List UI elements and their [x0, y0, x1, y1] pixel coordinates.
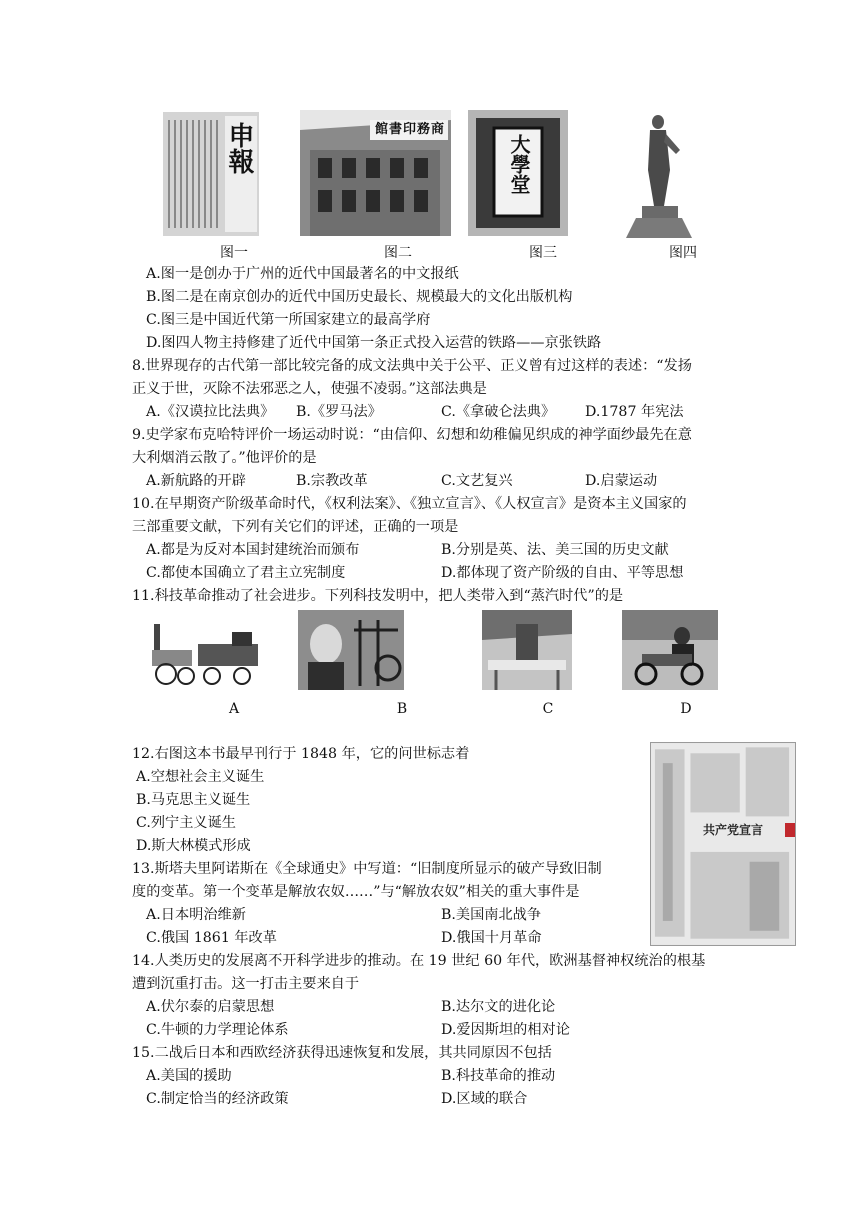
- watt-engine-illustration: [298, 610, 404, 690]
- q13-option-d: D.俄国十月革命: [441, 930, 542, 946]
- telephone-illustration: [482, 610, 572, 690]
- q9-option-a: A.新航路的开辟: [146, 473, 246, 489]
- q15-option-b: B.科技革命的推动: [441, 1068, 556, 1084]
- q13-option-a: A.日本明治维新: [146, 907, 246, 923]
- q10-option-a: A.都是为反对本国封建统治而颁布: [146, 542, 360, 558]
- q7-option-d: D.图四人物主持修建了近代中国第一条正式投入运营的铁路——京张铁路: [146, 335, 602, 351]
- q11-image-b-watt-engine: [298, 610, 404, 690]
- q8-question-line-2: 正义于世，灭除不法邪恶之人，使强不凌弱。”这部法典是: [132, 381, 487, 397]
- q11-image-c-telephone: [482, 610, 572, 690]
- plaque-text: 大學堂: [507, 134, 531, 194]
- q14-option-c: C.牛顿的力学理论体系: [146, 1022, 289, 1038]
- figure-3-caption: 图三: [529, 245, 557, 261]
- q10-option-c: C.都使本国确立了君主立宪制度: [146, 565, 346, 581]
- building-sign-text: 商務印書館: [374, 122, 445, 137]
- book-cover-title: 共产党宣言: [703, 823, 764, 837]
- q10-question-line-2: 三部重要文献，下列有关它们的评述，正确的一项是: [132, 519, 459, 535]
- q14-option-b: B.达尔文的进化论: [441, 999, 556, 1015]
- q10-option-d: D.都体现了资产阶级的自由、平等思想: [441, 565, 684, 581]
- q15-option-c: C.制定恰当的经济政策: [146, 1091, 289, 1107]
- book-cover-illustration: [651, 743, 795, 945]
- figure-1-newspaper-image: [163, 112, 259, 236]
- statue-illustration: [620, 110, 698, 238]
- q15-question-line-1: 15.二战后日本和西欧经济获得迅速恢复和发展，其共同原因不包括: [132, 1045, 552, 1061]
- figure-1-caption: 图一: [220, 245, 248, 261]
- q13-question-line-1: 13.斯塔夫里阿诺斯在《全球通史》中写道：“旧制度所显示的破产导致旧制: [132, 861, 602, 877]
- q13-option-b: B.美国南北战争: [441, 907, 542, 923]
- q10-question-line-1: 10.在早期资产阶级革命时代，《权利法案》、《独立宣言》、《人权宣言》是资本主义国家的: [132, 496, 687, 512]
- q12-book-cover-image: [650, 742, 796, 946]
- q11-caption-a: A: [228, 701, 240, 717]
- q12-option-a: A.空想社会主义诞生: [136, 769, 265, 785]
- q12-option-c: C.列宁主义诞生: [136, 815, 236, 831]
- q14-question-line-2: 遭到沉重打击。这一打击主要来自于: [132, 976, 360, 992]
- q11-caption-c: C: [542, 701, 554, 717]
- q15-option-a: A.美国的援助: [146, 1068, 232, 1084]
- figure-3-plaque-image: [468, 110, 568, 236]
- figure-4-caption: 图四: [669, 245, 697, 261]
- q8-option-d: D.1787 年宪法: [585, 404, 684, 420]
- q7-option-b: B.图二是在南京创办的近代中国历史最长、规模最大的文化出版机构: [146, 289, 573, 305]
- q13-option-c: C.俄国 1861 年改革: [146, 930, 277, 946]
- q8-option-c: C.《拿破仑法典》: [441, 404, 556, 420]
- figure-2-building-image: [300, 110, 451, 236]
- q14-option-d: D.爱因斯坦的相对论: [441, 1022, 570, 1038]
- q9-question-line-2: 大利烟消云散了。”他评价的是: [132, 450, 317, 466]
- newspaper-masthead: 申報: [224, 122, 254, 174]
- q11-question-line-1: 11.科技革命推动了社会进步。下列科技发明中，把人类带入到“蒸汽时代”的是: [132, 588, 624, 604]
- q9-option-b: B.宗教改革: [296, 473, 368, 489]
- q12-option-b: B.马克思主义诞生: [136, 792, 251, 808]
- q11-caption-b: B: [396, 701, 408, 717]
- q14-question-line-1: 14.人类历史的发展离不开科学进步的推动。在 19 世纪 60 年代，欧洲基督神权统治的根基: [132, 953, 706, 969]
- book-cover-red-tag: [785, 823, 795, 837]
- q11-image-a-locomotive: [146, 614, 264, 690]
- q7-option-a: A.图一是创办于广州的近代中国最著名的中文报纸: [146, 266, 459, 282]
- motor-car-illustration: [622, 610, 718, 690]
- q15-option-d: D.区域的联合: [441, 1091, 528, 1107]
- q11-image-d-motor-car: [622, 610, 718, 690]
- q12-question-line-1: 12.右图这本书最早刊行于 1848 年，它的问世标志着: [132, 746, 470, 762]
- q8-option-a: A.《汉谟拉比法典》: [146, 404, 275, 420]
- q7-option-c: C.图三是中国近代第一所国家建立的最高学府: [146, 312, 431, 328]
- figure-2-caption: 图二: [384, 245, 412, 261]
- locomotive-illustration: [146, 614, 264, 690]
- q10-option-b: B.分别是英、法、美三国的历史文献: [441, 542, 669, 558]
- figure-4-statue-image: [620, 110, 698, 238]
- q9-option-c: C.文艺复兴: [441, 473, 513, 489]
- q8-question-line-1: 8.世界现存的古代第一部比较完备的成文法典中关于公平、正义曾有过这样的表述：“发扬: [132, 358, 692, 374]
- q9-question-line-1: 9.史学家布克哈特评价一场运动时说：“由信仰、幻想和幼稚偏见织成的神学面纱最先在意: [132, 427, 692, 443]
- q8-option-b: B.《罗马法》: [296, 404, 382, 420]
- q14-option-a: A.伏尔泰的启蒙思想: [146, 999, 275, 1015]
- q12-option-d: D.斯大林模式形成: [136, 838, 251, 854]
- q13-question-line-2: 度的变革。第一个变革是解放农奴……”与“解放农奴”相关的重大事件是: [132, 884, 580, 900]
- q9-option-d: D.启蒙运动: [585, 473, 658, 489]
- q11-caption-d: D: [680, 701, 692, 717]
